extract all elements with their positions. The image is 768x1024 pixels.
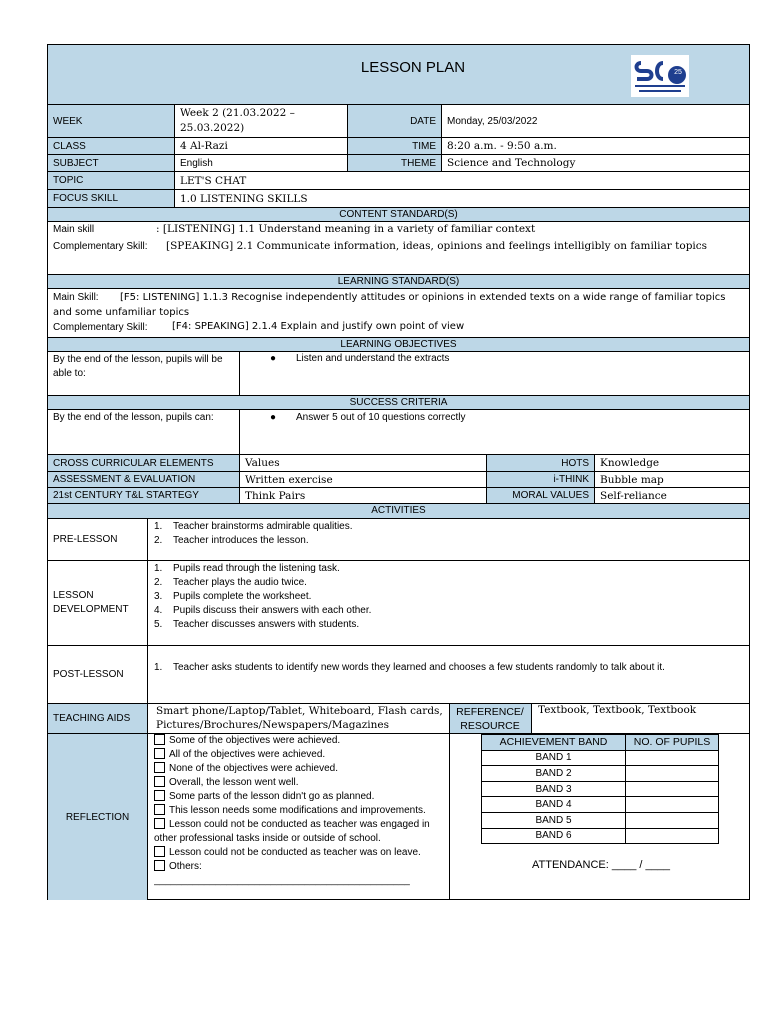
pupils-cell[interactable] xyxy=(626,797,719,813)
table-row xyxy=(482,766,719,782)
moral-values-label: MORAL VALUES xyxy=(512,490,589,501)
learning-standard-heading: LEARNING STANDARD(S) xyxy=(337,275,460,287)
reflection-options xyxy=(154,734,446,888)
content-main-label: Main skill xyxy=(53,224,95,235)
pupils-cell[interactable] xyxy=(626,781,719,797)
checkbox[interactable] xyxy=(154,860,165,871)
reflection-label: REFLECTION xyxy=(65,811,130,823)
activities-heading: ACTIVITIES xyxy=(371,505,426,516)
date-label: DATE xyxy=(410,115,436,127)
moral-values-value: Self-reliance xyxy=(600,489,667,502)
success-item: Answer 5 out of 10 questions correctly xyxy=(296,412,466,423)
band-cell: BAND 1 xyxy=(482,750,626,766)
list-item: 1. Pupils read through the listening task. xyxy=(154,563,340,574)
checkbox[interactable] xyxy=(154,748,165,759)
objectives-intro: By the end of the lesson, pupils will be able to: xyxy=(53,354,223,379)
ithink-label: i-THINK xyxy=(553,474,589,485)
checkbox[interactable] xyxy=(154,818,165,829)
list-item: 2. Teacher introduces the lesson. xyxy=(154,535,309,546)
content-main-value: : [LISTENING] 1.1 Understand meaning in a variety of familiar context xyxy=(156,223,536,235)
pupils-cell[interactable] xyxy=(626,812,719,828)
list-item: 1. Teacher brainstorms admirable qualities. xyxy=(154,521,353,532)
list-item: 5. Teacher discusses answers with students. xyxy=(154,619,360,630)
date-value: Monday, 25/03/2022 xyxy=(447,115,538,127)
achievement-band-table xyxy=(481,734,719,844)
objectives-bullet-icon: ● xyxy=(270,353,277,364)
success-heading: SUCCESS CRITERIA xyxy=(349,396,448,408)
pre-lesson-list xyxy=(148,520,738,548)
focus-skill-label: FOCUS SKILL xyxy=(53,193,119,204)
reflection-option[interactable]: None of the objectives were achieved. xyxy=(154,762,446,776)
topic-value: LET'S CHAT xyxy=(180,174,247,187)
learning-main-value: [F5: LISTENING] 1.1.3 Recognise independently attitudes or opinions in extended texts on a wide range of familiar topics and some unfamiliar topics xyxy=(53,292,726,318)
assessment-label: ASSESSMENT & EVALUATION xyxy=(53,474,196,485)
objectives-item: Listen and understand the extracts xyxy=(296,353,450,364)
reflection-option[interactable]: All of the objectives were achieved. xyxy=(154,748,446,762)
band-cell: BAND 6 xyxy=(482,828,626,844)
list-item: 2. Teacher plays the audio twice. xyxy=(154,577,307,588)
list-item: 4. Pupils discuss their answers with each other. xyxy=(154,605,372,616)
table-row xyxy=(482,781,719,797)
time-label: TIME xyxy=(412,140,436,152)
objectives-heading: LEARNING OBJECTIVES xyxy=(340,338,457,350)
hots-label: HOTS xyxy=(561,457,589,469)
table-row xyxy=(482,812,719,828)
theme-label: THEME xyxy=(401,157,436,169)
class-label: CLASS xyxy=(53,140,86,152)
checkbox[interactable] xyxy=(154,846,165,857)
reference-label: REFERENCE/ RESOURCE xyxy=(456,706,524,732)
topic-label: TOPIC xyxy=(53,175,84,186)
table-row xyxy=(482,828,719,844)
reflection-option[interactable]: Overall, the lesson went well. xyxy=(154,776,446,790)
lesson-development-label: LESSON DEVELOPMENT xyxy=(53,590,129,615)
week-value: Week 2 (21.03.2022 – 25.03.2022) xyxy=(180,107,295,134)
band-cell: BAND 2 xyxy=(482,766,626,782)
subject-value: English xyxy=(180,157,213,169)
checkbox[interactable] xyxy=(154,762,165,773)
cce-value: Values xyxy=(245,457,280,469)
checkbox[interactable] xyxy=(154,790,165,801)
content-standard-heading: CONTENT STANDARD(S) xyxy=(339,208,458,220)
checkbox[interactable] xyxy=(154,734,165,745)
page-title: LESSON PLAN xyxy=(360,59,466,76)
week-label: WEEK xyxy=(53,115,83,127)
learning-comp-value: [F4: SPEAKING] 2.1.4 Explain and justify own point of view xyxy=(172,321,465,332)
attendance[interactable]: ATTENDANCE: ____ / ____ xyxy=(532,859,670,871)
21st-century-label: 21st CENTURY T&L STARTEGY xyxy=(53,490,199,501)
table-row xyxy=(482,797,719,813)
success-bullet-icon: ● xyxy=(270,412,277,423)
class-value: 4 Al-Razi xyxy=(180,140,228,152)
band-cell: BAND 3 xyxy=(482,781,626,797)
checkbox[interactable] xyxy=(154,804,165,815)
reflection-option[interactable]: Some parts of the lesson didn't go as planned. xyxy=(154,790,446,804)
table-row xyxy=(482,750,719,766)
cce-label: CROSS CURRICULAR ELEMENTS xyxy=(53,457,214,469)
others-line[interactable]: ______________________________________________ xyxy=(154,875,410,886)
learning-comp-label: Complementary Skill: xyxy=(53,322,148,333)
reflection-option[interactable]: Some of the objectives were achieved. xyxy=(154,734,446,748)
teaching-aids-value: Smart phone/Laptop/Tablet, Whiteboard, Flash cards, Pictures/Brochures/Newspapers/Magazines xyxy=(156,705,443,731)
learning-main-label: Main Skill: xyxy=(53,292,99,303)
school-logo xyxy=(631,55,689,97)
band-cell: BAND 4 xyxy=(482,797,626,813)
checkbox[interactable] xyxy=(154,776,165,787)
reference-value: Textbook, Textbook, Textbook xyxy=(538,704,697,716)
list-item: 1. Teacher asks students to identify new words they learned and chooses a few students randomly to talk about it. xyxy=(154,662,665,673)
reflection-option[interactable]: This lesson needs some modifications and improvements. xyxy=(154,804,446,818)
assessment-value: Written exercise xyxy=(245,473,333,486)
pupils-cell[interactable] xyxy=(626,766,719,782)
content-comp-label: Complementary Skill: xyxy=(53,241,148,252)
reflection-option[interactable]: Lesson could not be conducted as teacher was engaged in other professional tasks inside or outside of school. xyxy=(154,819,430,844)
teaching-aids-label: TEACHING AIDS xyxy=(53,713,131,724)
time-value: 8:20 a.m. - 9:50 a.m. xyxy=(447,140,557,152)
pupils-cell[interactable] xyxy=(626,828,719,844)
reflection-option[interactable]: Others: xyxy=(154,860,446,874)
focus-skill-value: 1.0 LISTENING SKILLS xyxy=(180,192,308,205)
post-lesson-list xyxy=(148,661,746,675)
list-item: 3. Pupils complete the worksheet. xyxy=(154,591,312,602)
band-header: ACHIEVEMENT BAND xyxy=(482,735,626,751)
logo-graphic xyxy=(631,55,689,97)
subject-label: SUBJECT xyxy=(53,157,99,169)
pupils-cell[interactable] xyxy=(626,750,719,766)
theme-value: Science and Technology xyxy=(447,157,576,169)
lesson-development-list xyxy=(148,562,738,632)
pre-lesson-label: PRE-LESSON xyxy=(53,534,118,545)
content-comp-value: [SPEAKING] 2.1 Communicate information, ideas, opinions and feelings intelligibly on familiar topics xyxy=(166,240,708,252)
logo-number: 25 xyxy=(674,69,682,76)
post-lesson-label: POST-LESSON xyxy=(53,669,124,680)
pupils-header: NO. OF PUPILS xyxy=(626,735,719,751)
ithink-value: Bubble map xyxy=(600,473,664,486)
reflection-option[interactable]: Lesson could not be conducted as teacher was on leave. xyxy=(154,846,446,860)
hots-value: Knowledge xyxy=(600,457,660,469)
lesson-plan-sheet xyxy=(47,44,750,900)
success-intro: By the end of the lesson, pupils can: xyxy=(53,412,214,423)
band-cell: BAND 5 xyxy=(482,812,626,828)
21st-century-value: Think Pairs xyxy=(245,489,306,502)
